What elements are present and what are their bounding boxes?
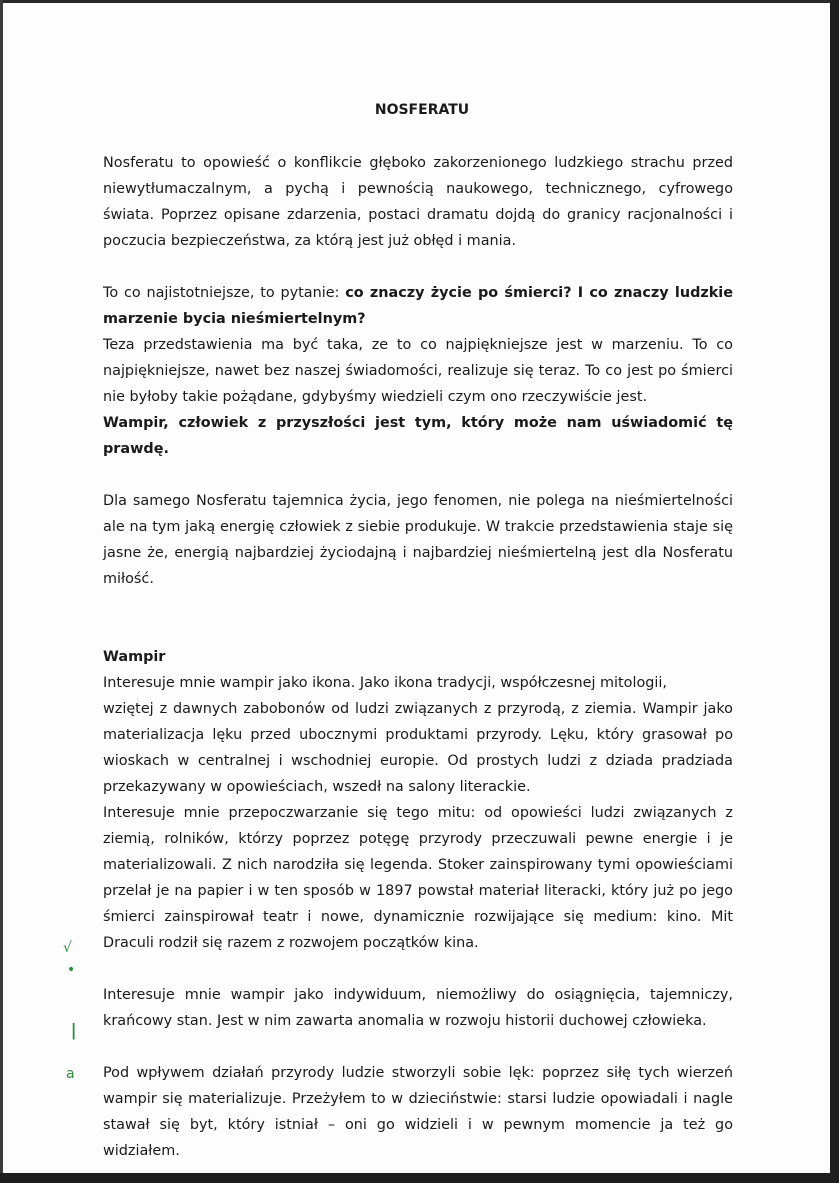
scan-edge-bottom	[0, 1173, 839, 1183]
scan-edge-top	[0, 0, 839, 3]
document-title: NOSFERATU	[374, 102, 470, 118]
section-heading-wampir: Wampir	[103, 649, 166, 665]
margin-dot: •	[67, 962, 76, 978]
section-paragraph-1b: wziętej z dawnych zabobonów od ludzi związanych z przyrodą, z ziemia. Wampir jako materializacja lęku przed ubocznymi produktami przyrody. Lęku, który grasował po wioskach w centralnej i wschodniej europie. Od prostych ludzi z dziada pradziada przekazywany w opowieściach, wszedł na salony literackie.	[103, 701, 733, 795]
intro-paragraph-2	[103, 280, 733, 332]
section-paragraph-1a: Interesuje mnie wampir jako ikona. Jako ikona tradycji, współczesnej mitologii,	[103, 675, 667, 691]
intro-question-lead: To co najistotniejsze, to pytanie:	[103, 285, 346, 301]
margin-letter-mark: a	[66, 1066, 75, 1082]
intro-thesis: Wampir, człowiek z przyszłości jest tym, który może nam uświadomić tę prawdę.	[103, 415, 733, 457]
scan-edge-right	[830, 0, 839, 1183]
margin-stroke-mark: ǀ	[71, 1020, 77, 1041]
margin-check-mark: √	[63, 940, 72, 956]
section-paragraph-4: Pod wpływem działań przyrody ludzie stworzyli sobie lęk: poprzez siłę tych wierzeń wampir się materializuje. Przeżyłem to w dzieciństwie: starsi ludzie opowiadali i nagle stawał się byt, który istniał – oni go widzieli i w pewnym momencie ja też go widziałem.	[103, 1065, 733, 1159]
scan-edge-left	[0, 0, 3, 1183]
section-paragraph-3: Interesuje mnie wampir jako indywiduum, niemożliwy do osiągnięcia, tajemniczy, krańcowy stan. Jest w nim zawarta anomalia w rozwoju historii duchowej człowieka.	[103, 987, 733, 1029]
intro-question: co znaczy życie po śmierci? I co znaczy ludzkie marzenie bycia nieśmiertelnym?	[103, 285, 734, 327]
section-paragraph-2: Interesuje mnie przepoczwarzanie się tego mitu: od opowieści ludzi związanych z ziemią, rolników, którzy poprzez potęgę przyrody przeczuwali pewne energie i je materializowali. Z nich narodziła się legenda. Stoker zainspirowany tymi opowieściami przelał je na papier i w ten sposób w 1897 powstał materiał literacki, który już po jego śmierci zainspirował teatr i nowe, dynamicznie rozwijające się medium: kino. Mit Draculi rodził się razem z rozwojem początków kina.	[103, 805, 733, 951]
intro-paragraph-1: Nosferatu to opowieść o konflikcie głęboko zakorzenionego ludzkiego strachu przed niewytłumaczalnym, a pychą i pewnością naukowego, technicznego, cyfrowego świata. Poprzez opisane zdarzenia, postaci dramatu dojdą do granicy racjonalności i poczucia bezpieczeństwa, za którą jest już obłęd i mania.	[103, 155, 733, 249]
intro-paragraph-3: Teza przedstawienia ma być taka, ze to co najpiękniejsze jest w marzeniu. To co najpiękniejsze, nawet bez naszej świadomości, realizuje się teraz. To co jest po śmierci nie byłoby takie pożądane, gdybyśmy wiedzieli czym ono rzeczywiście jest.	[103, 337, 733, 405]
intro-paragraph-5: Dla samego Nosferatu tajemnica życia, jego fenomen, nie polega na nieśmiertelności ale na tym jaką energię człowiek z siebie produkuje. W trakcie przedstawienia staje się jasne że, energią najbardziej życiodajną i najbardziej nieśmiertelną jest dla Nosferatu miłość.	[103, 493, 733, 587]
document-body	[103, 100, 733, 1164]
